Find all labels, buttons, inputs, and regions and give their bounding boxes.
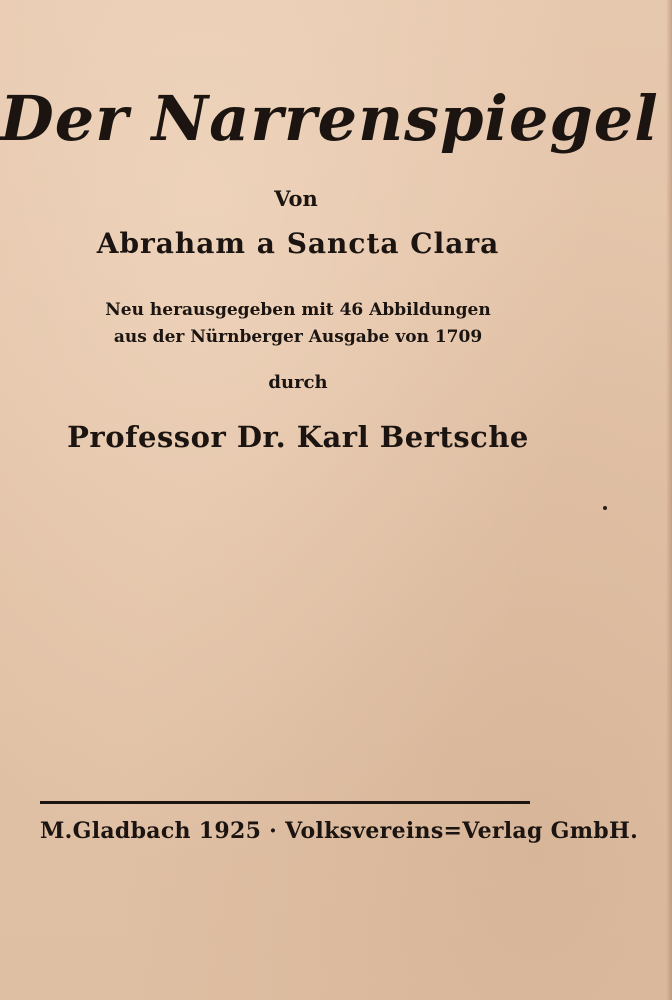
subtitle-line-1: Neu herausgegeben mit 46 Abbildungen — [105, 300, 491, 320]
through-label: durch — [268, 372, 328, 393]
editor-name: Professor Dr. Karl Bertsche — [67, 420, 529, 454]
by-label: Von — [274, 186, 318, 211]
author-name: Abraham a Sancta Clara — [96, 227, 500, 260]
publisher-imprint: M.Gladbach 1925 · Volksvereins=Verlag GmbH. — [40, 818, 639, 844]
book-title: Der Narrenspiegel — [0, 82, 659, 155]
imprint-divider — [40, 801, 530, 804]
subtitle-line-2: aus der Nürnberger Ausgabe von 1709 — [113, 327, 483, 347]
paper-speck — [603, 506, 607, 510]
